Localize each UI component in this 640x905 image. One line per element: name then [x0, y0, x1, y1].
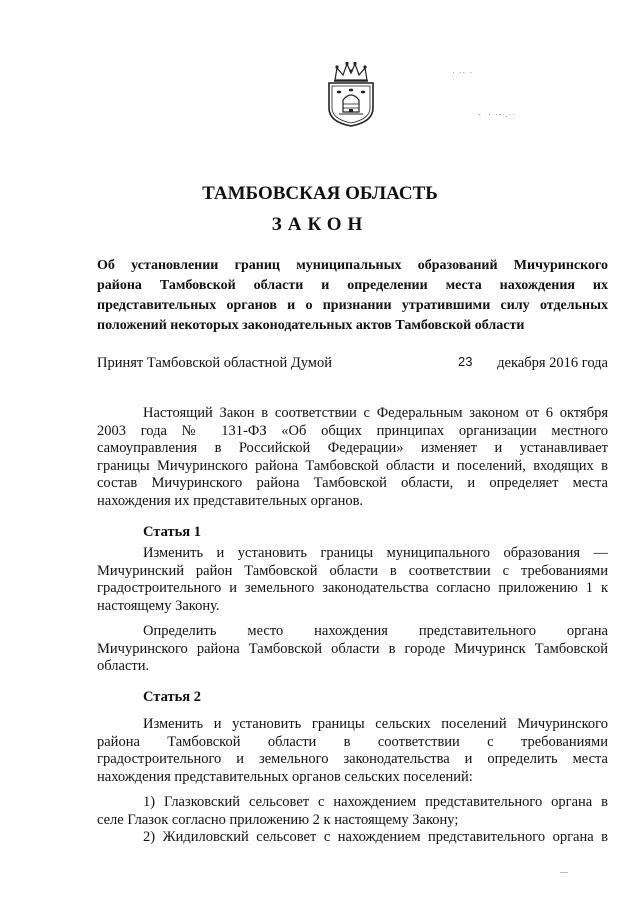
coat-of-arms-icon: [325, 60, 377, 128]
text-line: Изменить и установить границы муниципального образования —: [143, 545, 608, 561]
text-line: селе Глазок согласно приложению 2 к настоящему Закону;: [97, 811, 459, 828]
text-line: 1) Глазковский сельсовет с нахождением представительного органа в: [143, 794, 608, 810]
text-line: нахождения их представительных органов.: [97, 492, 364, 509]
scan-mark: [560, 872, 568, 876]
text-line: градостроительного и земельного законодательства и определить места: [97, 751, 608, 767]
text-line: границы Мичуринского района Тамбовской области и поселений, входящих в: [97, 457, 608, 474]
article-2-heading: Статья 2: [143, 689, 201, 705]
text-line: области.: [97, 658, 150, 674]
text-line: Изменить и установить границы сельских поселений Мичуринского: [143, 716, 608, 732]
subject-line: представительных органов и о признании утратившими силу отдельных: [97, 298, 608, 313]
article-2-item: [97, 794, 608, 829]
margin-mark: · ·· ·: [452, 68, 474, 77]
law-subject: [97, 256, 608, 336]
article-1-paragraph: [97, 545, 608, 615]
article-2-item: [97, 829, 608, 847]
region-title: ТАМБОВСКАЯ ОБЛАСТЬ: [202, 183, 438, 204]
subject-line: Об установлении границ муниципальных образований Мичуринского: [97, 258, 608, 273]
subject-line: района Тамбовской области и определении места нахождения их: [97, 278, 608, 293]
subject-line: положений некоторых законодательных актов Тамбовской области: [97, 318, 525, 333]
text-line: района Тамбовской области в соответствии с требованиями: [97, 733, 608, 750]
text-line: Мичуринского района Тамбовской области в городе Мичуринск Тамбовской: [97, 640, 608, 657]
adoption-date: декабря 2016 года: [497, 355, 608, 371]
article-1-heading: Статья 1: [143, 524, 201, 540]
text-line: Определить место нахождения представительного органа: [143, 623, 608, 639]
text-line: Мичуринский район Тамбовской области в соответствии с требованиями: [97, 562, 608, 579]
margin-mark: - · ·- .··: [478, 110, 517, 119]
text-line: настоящему Закону.: [97, 597, 220, 614]
text-line: состав Мичуринского района Тамбовской области, и определяет места: [97, 475, 608, 491]
adopted-by: Принят Тамбовской областной Думой: [97, 355, 332, 371]
text-line: Настоящий Закон в соответствии с Федеральным законом от 6 октября: [143, 405, 608, 421]
text-line: 2003 года № 131-ФЗ «Об общих принципах организации местного: [97, 422, 608, 439]
adoption-day: 23: [458, 354, 473, 369]
text-line: 2) Жидиловский сельсовет с нахождением представительного органа в: [143, 829, 608, 845]
preamble: [97, 405, 608, 510]
text-line: самоуправления в Российской Федерации» изменяет и устанавливает: [97, 440, 608, 456]
law-title: ЗАКОН: [271, 214, 369, 235]
text-line: нахождения представительных органов сельских поселений:: [97, 768, 473, 785]
article-2-paragraph: [97, 716, 608, 786]
article-1-paragraph: [97, 623, 608, 676]
text-line: градостроительного и земельного законодательства согласно приложению 1 к: [97, 580, 608, 596]
